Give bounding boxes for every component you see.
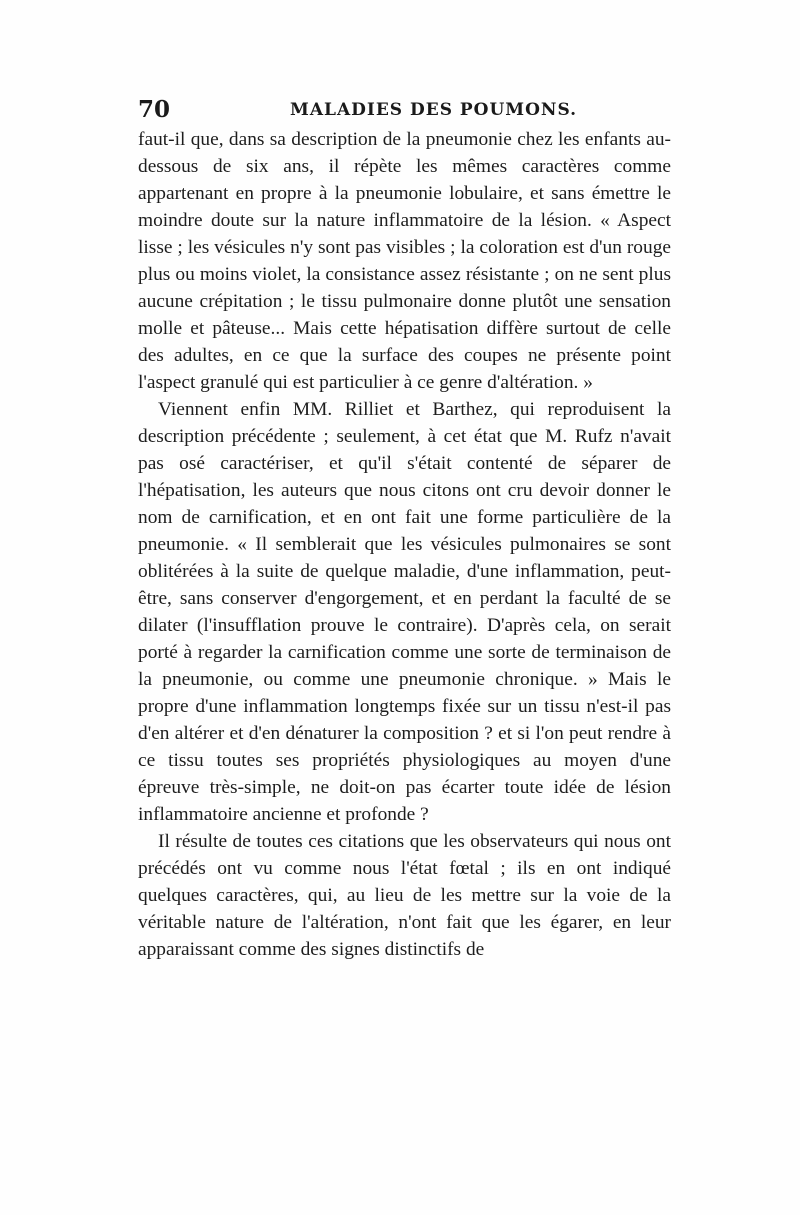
page-number: 70 bbox=[138, 96, 171, 123]
page-header bbox=[138, 96, 672, 126]
paragraph-rilliet-barthez: Viennent enfin MM. Rilliet et Barthez, qui reproduisent la description précédente ; seulement, à cet état que M. Rufz n'avait pas osé caractériser, et qu'il s'était contenté de séparer de l'hépatisation, les auteurs que nous citons ont cru devoir donner le nom de carnification, et en ont fait une forme particulière de la pneumonie. « Il semblerait que les vésicules pulmonaires se sont oblitérées à la suite de quelque maladie, d'une inflammation, peut-être, sans conserver d'engorgement, et en perdant la faculté de se dilater (l'insufflation prouve le contraire). D'après cela, on serait porté à regarder la carnification comme une sorte de terminaison de la pneumonie, ou comme une pneumonie chronique. » Mais le propre d'une inflammation longtemps fixée sur un tissu n'est-il pas d'en altérer et d'en dénaturer la composition ? et si l'on peut rendre à ce tissu toutes ses propriétés physiologiques au moyen d'une épreuve très-simple, ne doit-on pas écarter toute idée de lésion inflammatoire ancienne et profonde ? bbox=[138, 399, 671, 826]
body-text bbox=[138, 126, 671, 963]
running-title: MALADIES DES POUMONS. bbox=[290, 100, 578, 120]
paragraph-continued: faut-il que, dans sa description de la pneumonie chez les enfants au-dessous de six ans, il répète les mêmes caractères comme appartenant en propre à la pneumonie lobulaire, et sans émettre le moindre doute sur la nature inflammatoire de la lésion. « Aspect lisse ; les vésicules n'y sont pas visibles ; la coloration est d'un rouge plus ou moins violet, la consistance assez résistante ; on ne sent plus aucune crépitation ; le tissu pulmonaire donne plutôt une sensation molle et pâteuse... Mais cette hépatisation diffère surtout de celle des adultes, en ce que la surface des coupes ne présente point l'aspect granulé qui est particulier à ce genre d'altération. » bbox=[138, 129, 671, 394]
paragraph-conclusion: Il résulte de toutes ces citations que les observateurs qui nous ont précédés ont vu comme nous l'état fœtal ; ils en ont indiqué quelques caractères, qui, au lieu de les mettre sur la voie de la véritable nature de l'altération, n'ont fait que les égarer, en leur apparaissant comme des signes distinctifs de bbox=[138, 831, 671, 961]
